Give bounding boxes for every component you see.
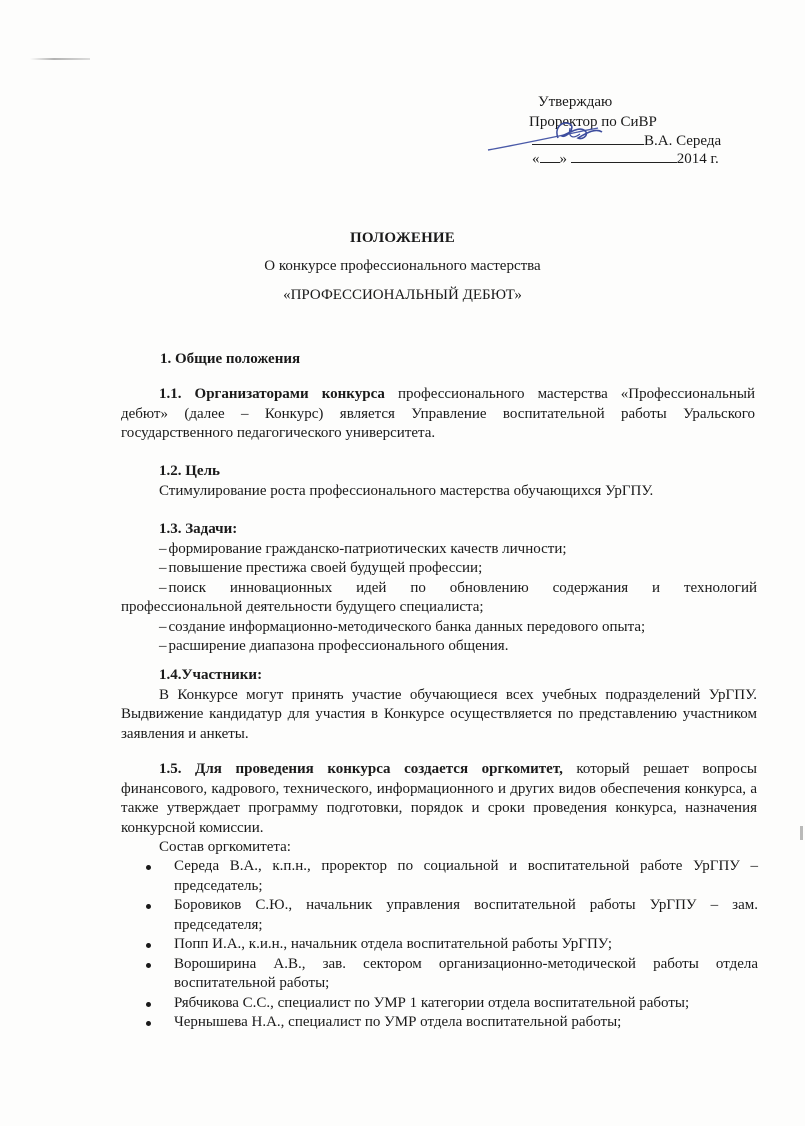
paragraph-1-3 (121, 520, 757, 657)
bullet-icon (146, 865, 151, 870)
paragraph-1-2 (159, 462, 759, 501)
goal-text: Стимулирование роста профессионального мастерства обучающихся УрГПУ. (159, 482, 654, 499)
document-subtitle: О конкурсе профессионального мастерства (264, 258, 541, 274)
bullet-icon (146, 963, 151, 968)
committee-list (146, 857, 758, 1033)
handwritten-signature (470, 110, 640, 160)
paragraph-1-1-lead: 1.1. Организаторами конкурса (159, 386, 385, 402)
paragraph-1-1-text: профессионального мастерства «Профессиональный дебют» (далее – Конкурс) является Управление воспитательной работы Уральского государственного педагогического университета. (121, 386, 755, 441)
participants-text: В Конкурсе могут принять участие обучающиеся всех учебных подразделений УрГПУ. Выдвижение кандидатур для участия в Конкурсе осуществляется по представлению участником заявления и анкеты. (121, 686, 757, 742)
date-quote-close: » (559, 151, 567, 167)
goal-heading: 1.2. Цель (159, 463, 220, 479)
bullet-icon (146, 904, 151, 909)
approval-signer-name: В.А. Середа (644, 133, 722, 149)
date-quote-open: « (532, 151, 540, 167)
section-heading: 1. Общие положения (160, 351, 301, 367)
committee-member: Вороширина А.В., зав. сектором организационно-методической работы отдела воспитательной работы; (146, 955, 758, 994)
task-item: – расширение диапазона профессионального общения. (121, 637, 757, 657)
document-title: ПОЛОЖЕНИЕ (349, 230, 456, 246)
bullet-icon (146, 1021, 151, 1026)
committee-label: Состав оргкомитета: (159, 839, 291, 855)
task-item: – повышение престижа своей будущей профессии; (121, 559, 757, 579)
paragraph-1-1 (121, 385, 755, 444)
paragraph-1-5 (121, 760, 757, 838)
bullet-icon (146, 1002, 151, 1007)
paragraph-1-5-text: который решает вопросы финансового, кадрового, технического, информационного и других видов обеспечения конкурса, а также утверждает программу подготовки, порядок и сроки проведения конкурса, назначения конкурсной комиссии. (121, 761, 757, 836)
participants-heading: 1.4.Участники: (159, 667, 263, 683)
approval-label: Утверждаю (538, 94, 613, 110)
tasks-heading: 1.3. Задачи: (159, 521, 238, 537)
task-item: – поиск инновационных идей по обновлению содержания и технологий (121, 579, 757, 599)
committee-member: Чернышева Н.А., специалист по УМР отдела воспитательной работы; (146, 1013, 758, 1033)
task-item: – создание информационно-методического банка данных передового опыта; (121, 618, 757, 638)
paragraph-1-5-lead: 1.5. Для проведения конкурса создается оргкомитет, (159, 761, 563, 777)
scan-artifact (30, 58, 90, 60)
contest-name: «ПРОФЕССИОНАЛЬНЫЙ ДЕБЮТ» (283, 287, 522, 303)
approval-position: Проректор по СиВР (529, 114, 657, 130)
committee-member: Боровиков С.Ю., начальник управления воспитательной работы УрГПУ – зам. председателя; (146, 896, 758, 935)
task-item-continuation: профессиональной деятельности будущего специалиста; (121, 599, 484, 615)
committee-member: Середа В.А., к.п.н., проректор по социальной и воспитательной работе УрГПУ – председатель; (146, 857, 758, 896)
approval-year: 2014 г. (676, 151, 719, 167)
committee-member: Рябчикова С.С., специалист по УМР 1 категории отдела воспитательной работы; (146, 994, 758, 1014)
bullet-icon (146, 943, 151, 948)
paragraph-1-4 (121, 666, 757, 744)
committee-member: Попп И.А., к.и.н., начальник отдела воспитательной работы УрГПУ; (146, 935, 758, 955)
task-item: – формирование гражданско-патриотических качеств личности; (121, 540, 757, 560)
scan-artifact (800, 826, 803, 840)
